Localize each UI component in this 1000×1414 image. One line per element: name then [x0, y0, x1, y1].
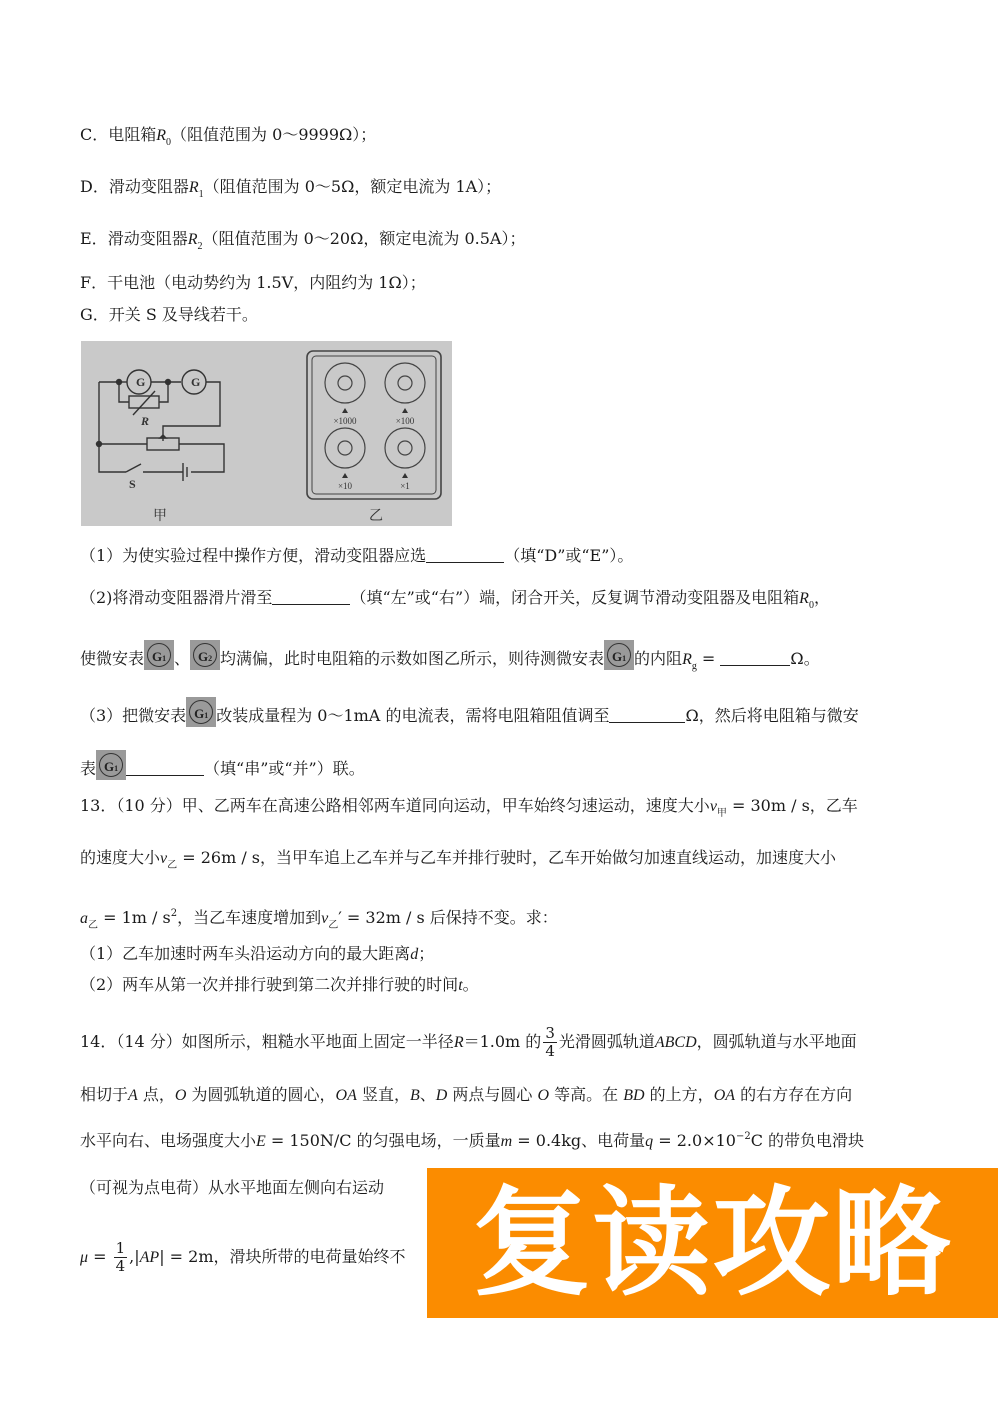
symbol: d: [410, 946, 419, 963]
fraction: $\frac{3}{4}$: [545, 1024, 555, 1060]
symbol: $R_1$: [188, 179, 204, 200]
question-text: 改装成量程为 0～1mA 的电流表，需将电阻箱阻值调至: [216, 706, 610, 725]
option-detail: （阻值范围为 0～20Ω，额定电流为 0.5A）；: [202, 229, 526, 248]
symbol: $v_甲$: [709, 798, 727, 819]
option-c: [80, 124, 376, 154]
q13-line3: [80, 903, 558, 937]
option-letter: C．: [80, 125, 109, 144]
microammeter-g1-icon: G1: [144, 640, 174, 670]
question-text: （3）把微安表: [80, 706, 187, 725]
question-text: = 26m / s，当甲车追上乙车并与乙车并排行驶时，乙车开始做匀加速直线运动，加速度大小: [177, 848, 837, 867]
option-text: 滑动变阻器: [107, 229, 188, 248]
microammeter-g1-icon: G1: [96, 750, 126, 780]
question-text: 光滑圆弧轨道: [558, 1032, 655, 1051]
question-text: 表: [80, 759, 97, 778]
answer-blank[interactable]: [272, 588, 350, 605]
microammeter-g1-icon: G1: [604, 640, 634, 670]
option-detail: （阻值范围为 0～9999Ω）；: [171, 125, 377, 144]
symbol: $R_2$: [187, 231, 203, 252]
separator: 、: [174, 649, 191, 668]
q12-part3: [80, 697, 859, 727]
option-letter: F．: [80, 273, 108, 292]
symbol: $v_乙$: [160, 850, 178, 871]
q12-part2: [80, 587, 830, 617]
answer-blank[interactable]: [609, 706, 685, 723]
question-text: 14．（14 分）如图所示，粗糙水平地面上固定一半径: [80, 1032, 454, 1051]
circuit-diagram-icon: [81, 341, 452, 526]
symbol: R: [453, 1034, 464, 1051]
question-text: 使微安表: [80, 649, 145, 668]
microammeter-g2-icon: G2: [190, 640, 220, 670]
symbol: $v_乙$: [321, 910, 339, 931]
question-text: 的速度大小: [80, 848, 161, 867]
svg-text:×1: ×1: [400, 481, 410, 491]
question-text: = 30m / s，乙车: [726, 796, 858, 815]
banner-text: 复读攻略: [472, 1174, 953, 1312]
svg-text:G: G: [191, 375, 201, 389]
q12-part3-cont: [80, 750, 365, 780]
question-text: （1）为使实验过程中操作方便，滑动变阻器应选: [80, 546, 427, 565]
option-text: 滑动变阻器: [108, 177, 189, 196]
svg-text:G: G: [136, 375, 146, 389]
question-text: （填“串”或“并”）联。: [204, 759, 365, 778]
symbol: t: [458, 977, 463, 994]
question-text: （2）两车从第一次并排行驶到第二次并排行驶的时间: [80, 975, 459, 994]
question-text: ＝1.0m 的: [463, 1032, 542, 1051]
fraction: $\frac{1}{4}$: [115, 1239, 126, 1275]
figure-caption-left: 甲: [153, 508, 167, 524]
question-text: 13．（10 分）甲、乙两车在高速公路相邻两车道同向运动，甲车始终匀速运动，速度大小: [80, 796, 710, 815]
q13-line2: [80, 847, 836, 877]
symbol: $R_0$: [799, 590, 814, 611]
answer-blank[interactable]: [126, 759, 204, 776]
unit: Ω。: [790, 649, 820, 668]
q13-line1: [80, 795, 858, 825]
option-letter: E．: [80, 229, 108, 248]
option-text: 干电池（电动势约为 1.5V，内阻约为 1Ω）；: [107, 273, 426, 292]
q14-line5: μ = $\frac{1}{4}$ ,|AP| = 2m，滑块所带的电荷量始终不: [80, 1239, 406, 1275]
q14-line4: [80, 1177, 384, 1199]
option-letter: D．: [80, 177, 109, 196]
figure-caption-right: 乙: [369, 508, 383, 524]
question-text: （可视为点电荷）从水平地面左侧向右运动: [80, 1178, 385, 1197]
svg-text:×1000: ×1000: [333, 416, 357, 426]
answer-blank[interactable]: [426, 546, 504, 563]
q12-part1: [80, 545, 633, 567]
question-text: （1）乙车加速时两车头沿运动方向的最大距离: [80, 944, 411, 963]
question-text: （2)将滑动变阻器滑片滑至: [80, 588, 273, 607]
question-text: Ω，然后将电阻箱与微安: [685, 706, 859, 725]
question-text: 。: [462, 975, 479, 994]
option-e: [80, 228, 525, 258]
equals: =: [696, 649, 721, 668]
svg-text:×100: ×100: [395, 416, 415, 426]
question-text: （填“D”或“E”）。: [504, 546, 634, 565]
symbol: $a_乙$: [80, 910, 98, 931]
option-g: [80, 304, 258, 326]
symbol: $R_g$: [682, 651, 697, 672]
option-d: [80, 176, 501, 206]
option-letter: G．: [80, 305, 109, 324]
q14-line3: 水平向右、电场强度大小E = 150N/C 的匀强电场，一质量m = 0.4kg、电荷量$q = 2.0\times 10^{-2}C$ 的带负电滑块: [80, 1131, 865, 1150]
q13-sub1: [80, 943, 434, 966]
circuit-figure: [81, 341, 452, 526]
question-text: ，圆弧轨道与水平地面: [696, 1032, 857, 1051]
option-f: [80, 272, 426, 294]
question-text: ；: [418, 944, 435, 963]
microammeter-g1-icon: G1: [186, 697, 216, 727]
symbol: $R_0$: [156, 127, 172, 148]
option-text: 电阻箱: [108, 125, 157, 144]
svg-text:S: S: [129, 477, 136, 491]
question-text: 均满偏，此时电阻箱的示数如图乙所示，则待测微安表: [220, 649, 605, 668]
answer-blank[interactable]: [720, 649, 790, 666]
question-text: ，: [813, 588, 830, 607]
symbol: ABCD: [654, 1034, 697, 1051]
question-text: 的内阻: [634, 649, 683, 668]
question-text: （填“左”或“右”）端，闭合开关，反复调节滑动变阻器及电阻箱: [350, 588, 800, 607]
q12-part2-cont: [80, 640, 820, 678]
superscript: 2: [170, 908, 178, 919]
q13-sub2: [80, 974, 479, 997]
question-text: = 1m / s: [98, 908, 171, 927]
svg-text:×10: ×10: [337, 481, 353, 491]
svg-text:R: R: [141, 414, 150, 428]
q14-line2: 相切于A 点，O 为圆弧轨道的圆心，OA 竖直，B、D 两点与圆心 O 等高。在 BD 的上方，OA 的右方存在方向: [80, 1085, 853, 1104]
option-text: 开关 S 及导线若干。: [108, 305, 258, 324]
question-text: ′ = 32m / s 后保持不变。求：: [338, 908, 558, 927]
option-detail: （阻值范围为 0～5Ω，额定电流为 1A）；: [203, 177, 502, 196]
q14-line1: [80, 1025, 857, 1060]
watermark-banner: [427, 1168, 998, 1318]
question-text: ，当乙车速度增加到: [177, 908, 322, 927]
